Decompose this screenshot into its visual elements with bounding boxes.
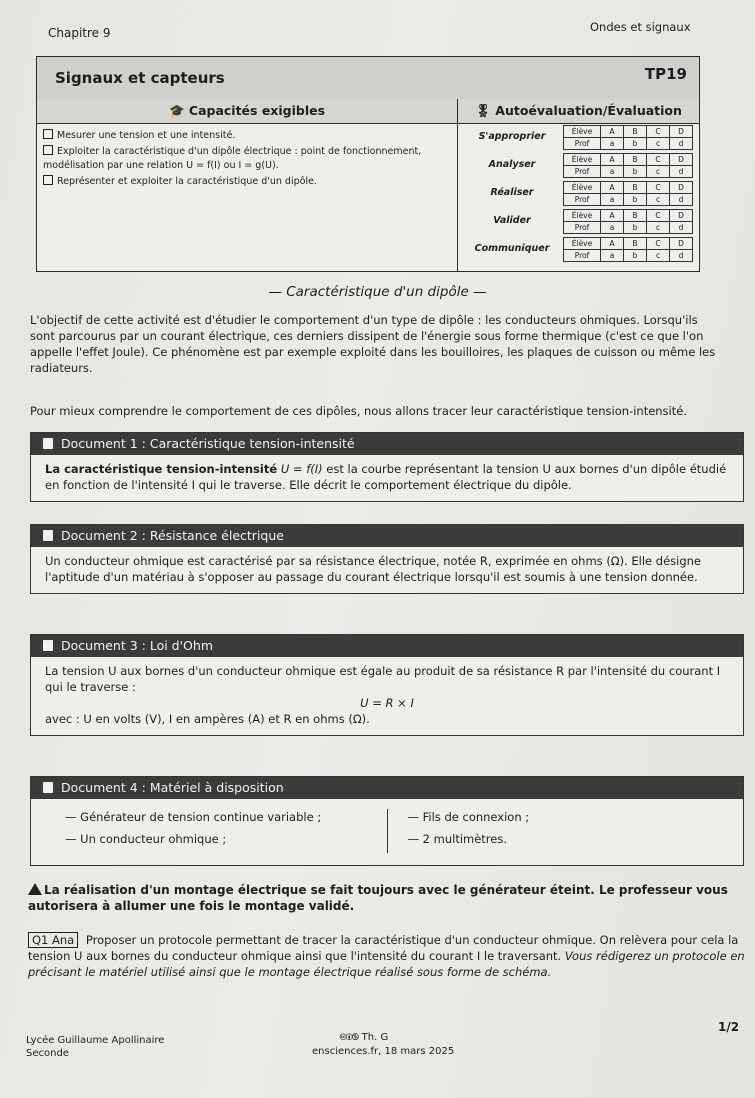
grade-table: Élève A B C D Prof a b c d xyxy=(563,153,693,178)
footer-license: 🅭🅯🄏 Th. G xyxy=(340,1032,389,1043)
chapter-label: Chapitre 9 xyxy=(48,26,111,40)
skill-row: Réaliser Élève A B C D Prof a b c d xyxy=(461,181,697,209)
page-number: 1/2 xyxy=(718,1020,740,1034)
tp-title-bar xyxy=(37,57,699,100)
material-item: — Un conducteur ohmique ; xyxy=(65,832,227,846)
document-1: Document 1 : Caractéristique tension-intensité La caractéristique tension-intensité U = f(I) est la courbe représentant la tension U aux bornes d'un dipôle étudié en fonction de l'intensité I qui le traverse. Elle décrit le comportement électrique du dipôle. xyxy=(30,432,744,502)
grade-table: Élève A B C D Prof a b c d xyxy=(563,125,693,150)
checkbox-icon[interactable] xyxy=(43,175,53,185)
skill-row: Communiquer Élève A B C D Prof a b c d xyxy=(461,237,697,265)
document-3: Document 3 : Loi d'Ohm La tension U aux bornes d'un conducteur ohmique est égale au produit de sa résistance R par l'intensité du courant I qui le traverse : U = R × I avec : U en volts (V), I en ampères (A) et R en ohms (Ω). xyxy=(30,634,744,736)
footer-school: Lycée Guillaume Apollinaire Seconde xyxy=(26,1035,165,1059)
capacite-item: Représenter et exploiter la caractéristique d'un dipôle. xyxy=(43,175,453,189)
document-2: Document 2 : Résistance électrique Un conducteur ohmique est caractérisé par sa résistance électrique, notée R, exprimée en ohms (Ω). Elle désigne l'aptitude d'un matériau à s'opposer au passage du courant électrique lorsqu'il est soumis à une tension donnée. xyxy=(30,524,744,594)
intro-paragraph-2: Pour mieux comprendre le comportement de ces dipôles, nous allons tracer leur caractéristique tension-intensité. xyxy=(30,404,687,418)
capacite-item: Mesurer une tension et une intensité. xyxy=(43,129,453,143)
ohm-formula: U = R × I xyxy=(360,696,414,710)
safety-warning: La réalisation d'un montage électrique se fait toujours avec le générateur éteint. Le professeur vous autorisera à allumer une fois le montage validé. xyxy=(28,883,728,913)
warning-icon xyxy=(28,883,42,895)
footer-site: ensciences.fr, 18 mars 2025 xyxy=(312,1046,455,1057)
medal-icon: 🎖 xyxy=(475,103,491,118)
material-item: — Générateur de tension continue variable ; xyxy=(65,810,322,824)
skill-row: Analyser Élève A B C D Prof a b c d xyxy=(461,153,697,181)
autoeval-header: 🎖 Autoévaluation/Évaluation xyxy=(458,99,699,124)
document-title: Document 3 : Loi d'Ohm xyxy=(31,635,743,657)
grade-table: Élève A B C D Prof a b c d xyxy=(563,181,693,206)
document-title: Document 1 : Caractéristique tension-intensité xyxy=(31,433,743,455)
question-1: Q1 Ana Proposer un protocole permettant de tracer la caractéristique d'un conducteur ohmique. On relèvera pour cela la tension U aux bornes du conducteur ohmique ainsi que l'intensité du courant I le traversant. Vous rédigerez un protocole en précisant le matériel utilisé ainsi que le montage électrique réalisé sous forme de schéma. xyxy=(28,933,745,979)
capacites-header: 🎓 Capacités exigibles xyxy=(37,99,458,124)
document-title: Document 4 : Matériel à disposition xyxy=(31,777,743,799)
material-list xyxy=(31,799,743,865)
document-title: Document 2 : Résistance électrique xyxy=(31,525,743,547)
material-item: — Fils de connexion ; xyxy=(407,810,530,824)
tp-title: Signaux et capteurs xyxy=(55,69,225,87)
creative-commons-icon: 🅭🅯🄏 xyxy=(340,1032,362,1043)
grade-table: Élève A B C D Prof a b c d xyxy=(563,209,693,234)
section-title: — Caractéristique d'un dipôle — xyxy=(268,284,487,300)
intro-paragraph: L'objectif de cette activité est d'étudier le comportement d'un type de dipôle : les conducteurs ohmiques. Lorsqu'ils sont parcourus par un courant électrique, ces derniers dissipent de l'énergie sous forme thermique (c'est ce que l'on appelle l'effet Joule). Ce phénomène est par exemple exploité dans les bouilloires, les plaques de cuisson ou même les radiateurs. xyxy=(30,313,716,375)
graduation-cap-icon: 🎓 xyxy=(168,103,185,118)
tp-summary-box xyxy=(36,56,700,272)
tp-number: TP19 xyxy=(644,65,687,83)
material-item: — 2 multimètres. xyxy=(407,832,508,846)
question-tag: Q1 Ana xyxy=(28,932,78,948)
checkbox-icon[interactable] xyxy=(43,145,53,155)
skill-row: Valider Élève A B C D Prof a b c d xyxy=(461,209,697,237)
document-4 xyxy=(30,776,744,866)
evaluation-grid xyxy=(461,125,697,265)
capacites-list xyxy=(43,129,453,191)
grade-table: Élève A B C D Prof a b c d xyxy=(563,237,693,262)
column-divider xyxy=(457,123,458,271)
capacite-item: Exploiter la caractéristique d'un dipôle électrique : point de fonctionnement, modélisation par une relation U = f(I) ou I = g(U). xyxy=(43,146,422,171)
theme-label: Ondes et signaux xyxy=(590,20,691,34)
skill-row: S'approprier Élève A B C D Prof a b c d xyxy=(461,125,697,153)
checkbox-icon[interactable] xyxy=(43,129,53,139)
